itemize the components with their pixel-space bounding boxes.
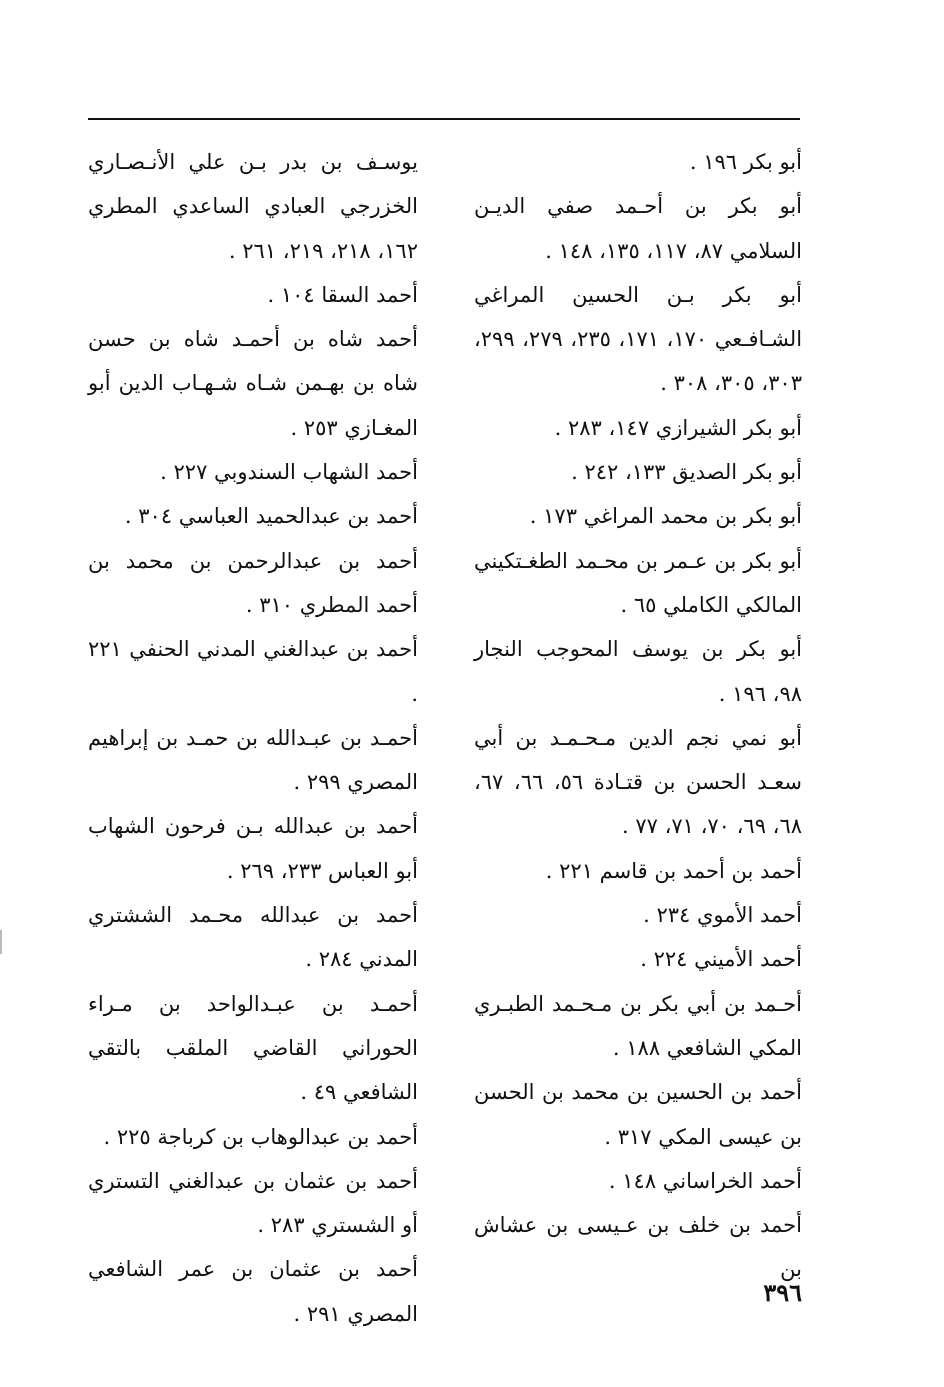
index-column-left [88,140,418,1336]
index-entry: أحمد الأميني ٢٢٤ . [640,947,802,972]
index-entry: أبو بكر بن عـمر بن محـمد الطغـتكيني المالكي الكاملي ٦٥ . [474,548,802,617]
scan-edge-mark [0,930,2,954]
index-entry: أحمد بن عبدالله محـمد الششتري المدني ٢٨٤ . [88,903,418,972]
index-entry: أبو بكر بن يوسف المحوجب النجار ٩٨، ١٩٦ . [474,637,802,706]
index-entry: أحمد بن عبدالحميد العباسي ٣٠٤ . [124,504,418,529]
index-entry: يوسـف بن بدر بـن علي الأنـصـاري الخزرجي العبادي الساعدي المطري ١٦٢، ٢١٨، ٢١٩، ٢٦١ . [88,150,418,263]
index-entry: أبو بكر ١٩٦ . [689,150,802,174]
index-entry: أحمد بن أحمد بن قاسم ٢٢١ . [545,858,802,883]
index-entry: أحمـد بن عبـدالله بن حمـد بن إبراهيم المصري ٢٩٩ . [88,725,418,795]
index-entry: أحـمد بن أبي بكر بن مـحـمد الطبـري المكي الشافعي ١٨٨ . [474,991,802,1060]
index-entry: أبو بكر بن أحـمد صفي الديـن السلامي ٨٧، ١١٧، ١٣٥، ١٤٨ . [474,194,802,263]
index-entry: أبو بكر بـن الحسين المراغي الشـافـعي ١٧٠، ١٧١، ٢٣٥، ٢٧٩، ٢٩٩، ٣٠٣، ٣٠٥، ٣٠٨ . [474,282,803,396]
index-entry: أحمد بن عبدالرحمن بن محمد بن أحمد المطري ٣١٠ . [88,548,418,617]
page-number: ٣٩٦ [763,1278,802,1307]
index-entry: أحمد بن خلف بن عـيسى بن عشاش بن [474,1213,802,1282]
index-entry: أحمد الأموي ٢٣٤ . [643,903,802,928]
index-entry: أحمد السقا ١٠٤ . [267,282,418,307]
index-column-right [474,140,802,1292]
index-entry: أبو بكر الشيرازي ١٤٧، ٢٨٣ . [554,415,802,440]
header-rule [88,118,800,120]
index-entry: أحمد الشهاب السندوبي ٢٢٧ . [160,460,418,485]
index-entry: أبو بكر الصديق ١٣٣، ٢٤٢ . [571,460,802,485]
index-entry: أحمد شاه بن أحمـد شاه بن حسن شاه بن بهـمن شـاه شـهـاب الدين أبو المغـازي ٢٥٣ . [88,327,418,440]
index-entry: أبو نمي نجم الدين مـحـمـد بن أبي سعـد الحسن بن قتـادة ٥٦، ٦٦، ٦٧، ٦٨، ٦٩، ٧٠، ٧١، ٧٧ . [474,725,803,839]
index-entry: أحمـد بن عبـدالواحد بن مـراء الحوراني القاضي الملقب بالتقي الشافعي ٤٩ . [88,991,418,1105]
index-entry: أحمد بن عبدالغني المدني الحنفي ٢٢١ . [88,637,418,706]
index-entry: أحمد بن الحسين بن محمد بن الحسن بن عيسى المكي ٣١٧ . [474,1080,802,1149]
index-entry: أحمد بن عبدالوهاب بن كرباجة ٢٢٥ . [103,1124,418,1149]
index-entry: أحمد بن عثمان بن عمر الشافعي المصري ٢٩١ . [88,1257,418,1326]
index-entry: أبو بكر بن محمد المراغي ١٧٣ . [529,504,802,529]
index-entry: أحمد الخراساني ١٤٨ . [608,1168,802,1193]
index-entry: أحمد بن عبدالله بـن فرحون الشهاب أبو العباس ٢٣٣، ٢٦٩ . [88,814,418,883]
index-entry: أحمد بن عثمان بن عبدالغني التستري أو الشستري ٢٨٣ . [88,1168,418,1238]
